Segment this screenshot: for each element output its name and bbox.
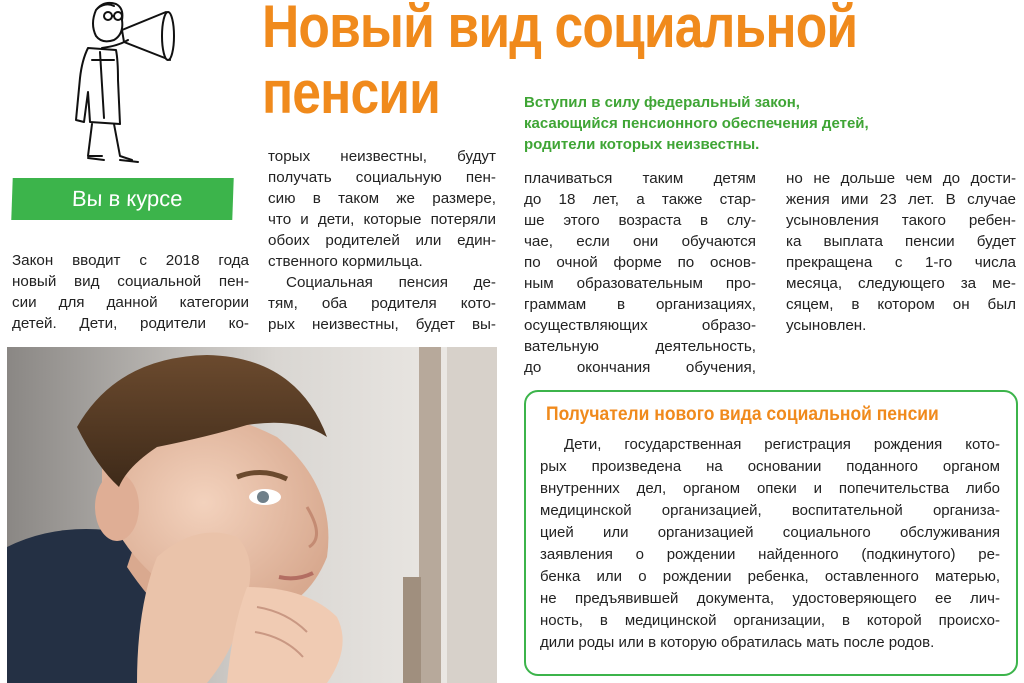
text-line: но не дольше чем до дости- [786,170,1016,187]
text-line: осуществляющих образо- [524,317,756,334]
text-line: рых произведена на основании поданного органом [540,458,1000,475]
text-line: усыновлен. [786,317,867,334]
text-line: ше этого возраста в слу- [524,212,756,229]
text-line: что и дети, которые потеряли [268,211,496,228]
text-line: чае, если они обучаются [524,233,756,250]
text-line: сию в таком же размере, [268,190,496,207]
text-line: сии для данной категории [12,294,249,311]
text-line: плачиваться таким детям [524,170,756,187]
text-line: медицинской организацией, воспитательной организа- [540,502,1000,519]
text-line: до 18 лет, а также стар- [524,191,756,208]
text-line: дили роды или в которую обратилась мать после родов. [540,634,935,651]
text-line: усыновления такого ребен- [786,212,1016,229]
text-line: внутренних дел, органом опеки и попечительства либо [540,480,1000,497]
text-line: месяца, следующего за ме- [786,275,1016,292]
text-line: заявления о рождении найденного (подкинутого) ре- [540,546,1000,563]
text-line: Дети, государственная регистрация рождения кото- [564,436,1000,453]
boy-at-window-photo [7,347,497,683]
text-line: ка выплата пенсии будет [786,233,1016,250]
text-line: сяцем, в котором он был [786,296,1016,313]
text-line: Социальная пенсия де- [286,274,496,291]
text-line: получать социальную пен- [268,169,496,186]
text-line: жения ими 23 лет. В случае [786,191,1016,208]
text-column-1 [12,250,249,334]
text-line: вательную деятельность, [524,338,756,355]
text-column-4 [786,168,1016,336]
text-line: прекращена с 1-го числа [786,254,1016,271]
text-line: ственного кормильца. [268,253,423,270]
text-line: детей. Дети, родители ко- [12,315,249,332]
title-line-1: Новый вид социальной [262,0,858,60]
text-line: Закон вводит с 2018 года [12,252,249,269]
info-box-title: Получатели нового вида социальной пенсии [546,404,939,425]
text-line: по очной форме по основ- [524,254,756,271]
text-line: ность, в медицинской организации, в которой происхо- [540,612,1000,629]
text-line: цией или организацией социального обслуживания [540,524,1000,541]
lead-line: Вступил в силу федеральный закон, [524,94,800,111]
section-label: Вы в курсе [11,178,233,220]
text-line: ным образовательным про- [524,275,756,292]
text-line: граммам в организациях, [524,296,756,313]
text-line: бенка или о рождении ребенка, оставленного матерью, [540,568,1000,585]
lead-line: родители которых неизвестны. [524,136,760,153]
cartoon-man-megaphone-illustration [58,0,188,172]
text-line: тям, оба родителя кото- [268,295,496,312]
text-column-3 [524,168,756,378]
title-line-2: пенсии [262,59,441,126]
text-line: обоих родителей или един- [268,232,496,249]
text-line: до окончания обучения, [524,359,756,376]
text-line: новый вид социальной пен- [12,273,249,290]
lead-paragraph [524,92,944,155]
info-box-body [540,434,1000,654]
text-line: рых неизвестны, будет вы- [268,316,496,333]
text-line: торых неизвестны, будут [268,148,496,165]
lead-line: касающийся пенсионного обеспечения детей, [524,115,869,132]
text-line: не предъявившей документа, удостоверяющего ее лич- [540,590,1000,607]
text-column-2 [268,146,496,335]
